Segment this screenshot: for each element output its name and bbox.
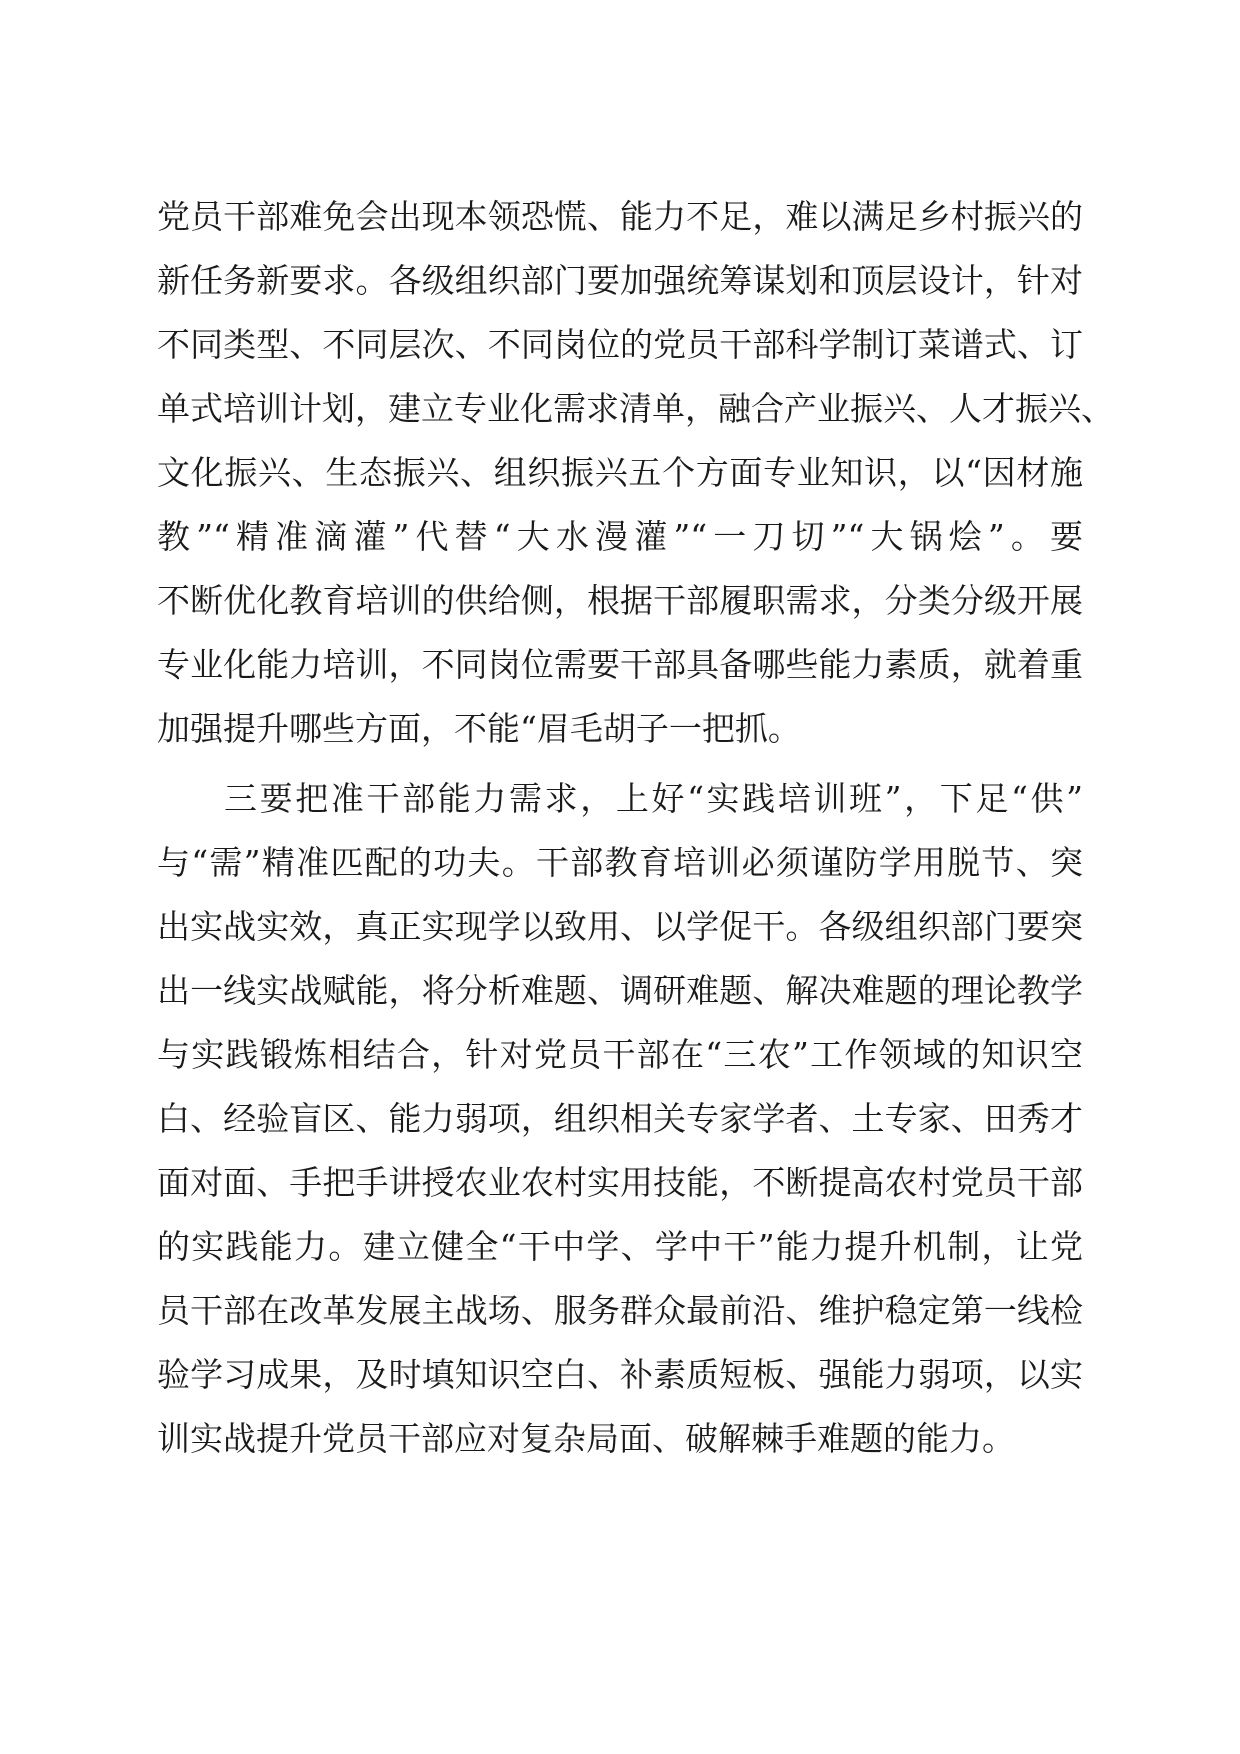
text-line: 验学习成果，及时填知识空白、补素质短板、强能力弱项，以实 xyxy=(157,1355,1083,1394)
text-line: 三要把准干部能力需求，上好“实践培训班”，下足“供” xyxy=(224,779,1083,818)
text-line: 教”“精准滴灌”代替“大水漫灌”“一刀切”“大锅烩”。要 xyxy=(157,517,1083,556)
text-line: 与“需”精准匹配的功夫。干部教育培训必须谨防学用脱节、突 xyxy=(157,843,1083,882)
text-line: 出一线实战赋能，将分析难题、调研难题、解决难题的理论教学 xyxy=(157,971,1083,1010)
text-line: 专业化能力培训，不同岗位需要干部具备哪些能力素质，就着重 xyxy=(157,645,1083,684)
text-line: 单式培训计划，建立专业化需求清单，融合产业振兴、人才振兴、 xyxy=(157,389,1114,428)
paragraph-1 xyxy=(157,185,1114,761)
text-line: 白、经验盲区、能力弱项，组织相关专家学者、土专家、田秀才 xyxy=(157,1099,1083,1138)
document-body xyxy=(157,185,1114,1471)
text-line: 出实战实效，真正实现学以致用、以学促干。各级组织部门要突 xyxy=(157,907,1083,946)
text-line: 新任务新要求。各级组织部门要加强统筹谋划和顶层设计，针对 xyxy=(157,261,1083,300)
text-line: 与实践锻炼相结合，针对党员干部在“三农”工作领域的知识空 xyxy=(157,1035,1083,1074)
text-line: 文化振兴、生态振兴、组织振兴五个方面专业知识，以“因材施 xyxy=(157,453,1083,492)
paragraph-2 xyxy=(157,767,1083,1471)
text-line: 的实践能力。建立健全“干中学、学中干”能力提升机制，让党 xyxy=(157,1227,1083,1266)
text-line: 党员干部难免会出现本领恐慌、能力不足，难以满足乡村振兴的 xyxy=(157,197,1083,236)
text-line: 面对面、手把手讲授农业农村实用技能，不断提高农村党员干部 xyxy=(157,1163,1083,1202)
text-line: 不断优化教育培训的供给侧，根据干部履职需求，分类分级开展 xyxy=(157,581,1083,620)
text-line: 训实战提升党员干部应对复杂局面、破解棘手难题的能力。 xyxy=(157,1419,1015,1458)
text-line: 员干部在改革发展主战场、服务群众最前沿、维护稳定第一线检 xyxy=(157,1291,1083,1330)
text-line: 不同类型、不同层次、不同岗位的党员干部科学制订菜谱式、订 xyxy=(157,325,1083,364)
text-line: 加强提升哪些方面，不能“眉毛胡子一把抓。 xyxy=(157,709,801,748)
